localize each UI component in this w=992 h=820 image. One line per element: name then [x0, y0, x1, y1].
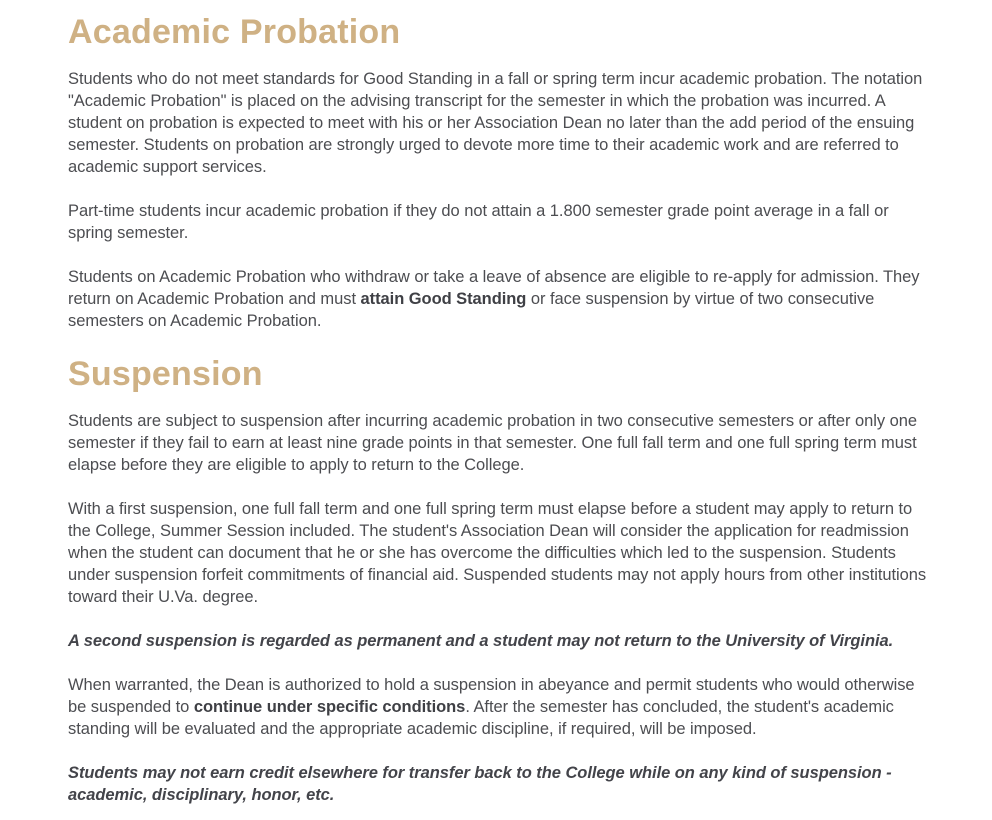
- section-suspension: [68, 354, 935, 806]
- paragraph-text: When warranted, the Dean is authorized to hold a suspension in abeyance and permit students who would otherwise be suspended to: [68, 676, 915, 716]
- paragraph-text: . After the semester has concluded, the student's academic standing will be evaluated and the appropriate academic discipline, if required, will be imposed.: [68, 698, 894, 738]
- suspension-paragraph-2: With a first suspension, one full fall term and one full spring term must elapse before a student may apply to return to the College, Summer Session included. The student's Association Dean will consider the application for readmission when the student can document that he or she has overcome the difficulties which led to the suspension. Students under suspension forfeit commitments of financial aid. Suspended students may not apply hours from other institutions toward their U.Va. degree.: [68, 500, 927, 606]
- section-academic-probation: [68, 12, 935, 332]
- bold-text: continue under specific conditions: [193, 698, 466, 716]
- academic-probation-paragraph-1: Students who do not meet standards for Good Standing in a fall or spring term incur academic probation. The notation "Academic Probation" is placed on the advising transcript for the semester in which the probation was incurred. A student on probation is expected to meet with his or her Association Dean no later than the add period of the ensuing semester. Students on probation are strongly urged to devote more time to their academic work and are referred to academic support services.: [68, 70, 923, 176]
- suspension-paragraph-1: Students are subject to suspension after incurring academic probation in two consecutive semesters or after only one semester if they fail to earn at least nine grade points in that semester. One full fall term and one full spring term must elapse before they are eligible to apply to return to the College.: [68, 412, 917, 474]
- bold-text: attain Good Standing: [360, 290, 527, 308]
- paragraph-text: Students on Academic Probation who withdraw or take a leave of absence are eligible to re-apply for admission. They return on Academic Probation and must: [68, 268, 920, 308]
- suspension-paragraph-3-emphasis: A second suspension is regarded as permanent and a student may not return to the University of Virginia.: [68, 632, 894, 650]
- academic-probation-heading: Academic Probation: [68, 13, 401, 51]
- suspension-paragraph-4: [68, 674, 935, 740]
- academic-probation-paragraph-3: [68, 266, 935, 332]
- academic-probation-paragraph-2: Part-time students incur academic probation if they do not attain a 1.800 semester grade point average in a fall or spring semester.: [68, 202, 889, 242]
- suspension-paragraph-5-emphasis: Students may not earn credit elsewhere for transfer back to the College while on any kind of suspension - academic, disciplinary, honor, etc.: [68, 764, 892, 804]
- paragraph-text: or face suspension by virtue of two consecutive semesters on Academic Probation.: [68, 290, 875, 330]
- suspension-heading: Suspension: [68, 355, 263, 393]
